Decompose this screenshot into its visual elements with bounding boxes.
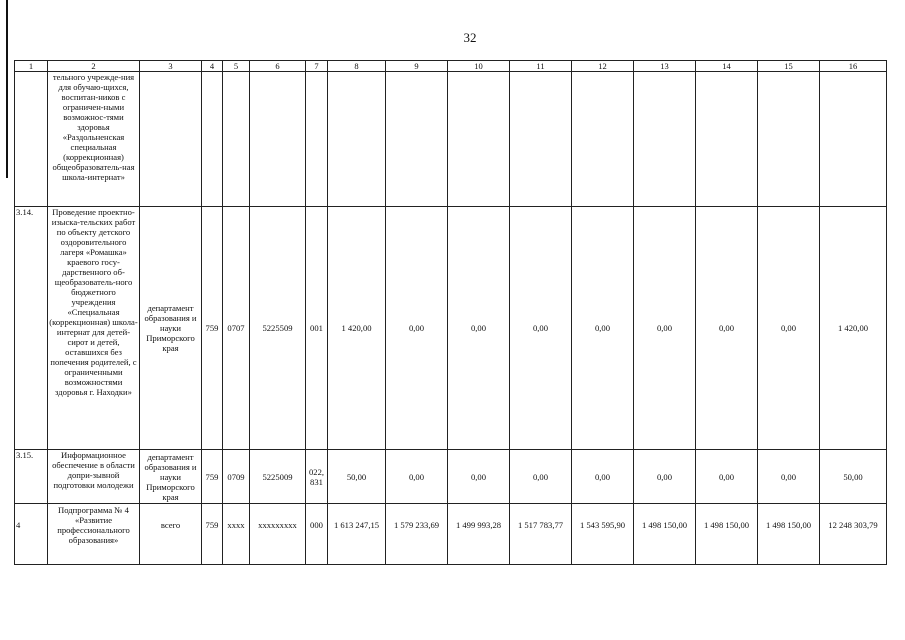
row-index: 3.14. [15, 207, 48, 450]
row-value: 0,00 [758, 450, 820, 504]
table-cell [510, 72, 572, 207]
row-value: 1 498 150,00 [758, 504, 820, 565]
row-value: 1 498 150,00 [634, 504, 696, 565]
col-header: 10 [448, 61, 510, 72]
row-csr: ххххххххх [250, 504, 306, 565]
table-cell [306, 72, 328, 207]
row-index: 3.15. [15, 450, 48, 504]
row-value: 1 579 233,69 [386, 504, 448, 565]
table-cell [15, 72, 48, 207]
table-cell [250, 72, 306, 207]
margin-bar [6, 0, 8, 178]
table-cell [696, 72, 758, 207]
row-grbs: 759 [202, 450, 223, 504]
row-value: 1 613 247,15 [328, 504, 386, 565]
row-vr: 001 [306, 207, 328, 450]
header-row [15, 61, 887, 72]
row-rzpr: хххх [223, 504, 250, 565]
table-cell [328, 72, 386, 207]
row-value: 0,00 [634, 207, 696, 450]
col-header: 4 [202, 61, 223, 72]
table-row [15, 207, 887, 450]
row-value: 0,00 [510, 450, 572, 504]
col-header: 3 [140, 61, 202, 72]
row-value: 0,00 [572, 450, 634, 504]
row-value: 1 498 150,00 [696, 504, 758, 565]
table-cell [140, 72, 202, 207]
table-cell [758, 72, 820, 207]
page-number: 32 [463, 30, 477, 45]
budget-table [14, 60, 887, 565]
row-csr: 5225009 [250, 450, 306, 504]
col-header: 9 [386, 61, 448, 72]
table-cell [386, 72, 448, 207]
row-rzpr: 0707 [223, 207, 250, 450]
row-index: 4 [15, 504, 48, 565]
col-header: 2 [48, 61, 140, 72]
table-cell [202, 72, 223, 207]
col-header: 16 [820, 61, 887, 72]
row-executor: департамент образования и науки Приморского края [140, 450, 202, 504]
row-value: 0,00 [510, 207, 572, 450]
table-cell [820, 72, 887, 207]
row-total: 50,00 [820, 450, 887, 504]
col-header: 11 [510, 61, 572, 72]
col-header: 1 [15, 61, 48, 72]
row-vr: 022, 831 [306, 450, 328, 504]
col-header: 5 [223, 61, 250, 72]
row-value: 0,00 [386, 450, 448, 504]
col-header: 13 [634, 61, 696, 72]
table-row [15, 72, 887, 207]
row-value: 0,00 [758, 207, 820, 450]
col-header: 6 [250, 61, 306, 72]
row-name: Проведение проектно-изыска-тельских работ по объекту детского оздоровительного лагеря «Ромашка» краевого госу-дарственного об-щеобразователь-ного бюджетного учреждения «Специальная (коррекционная) школа-интернат для детей-сирот и детей, оставшихся без попечения родителей, с ограниченными возможностями здоровья г. Находки» [48, 207, 140, 450]
col-header: 8 [328, 61, 386, 72]
row-grbs: 759 [202, 504, 223, 565]
table-cell [634, 72, 696, 207]
col-header: 7 [306, 61, 328, 72]
row-value: 50,00 [328, 450, 386, 504]
table-row [15, 450, 887, 504]
row-value: 0,00 [448, 207, 510, 450]
row-value: 0,00 [572, 207, 634, 450]
row-csr: 5225509 [250, 207, 306, 450]
row-executor: всего [140, 504, 202, 565]
row-value: 0,00 [696, 207, 758, 450]
row-value: 0,00 [696, 450, 758, 504]
table-row [15, 504, 887, 565]
row-rzpr: 0709 [223, 450, 250, 504]
col-header: 14 [696, 61, 758, 72]
row-total: 12 248 303,79 [820, 504, 887, 565]
row-value: 0,00 [448, 450, 510, 504]
row-value: 0,00 [386, 207, 448, 450]
table-cell [572, 72, 634, 207]
row-value: 1 543 595,90 [572, 504, 634, 565]
row-value: 1 499 993,28 [448, 504, 510, 565]
col-header: 15 [758, 61, 820, 72]
row-name: Информационное обеспечение в области допри-зывной подготовки молодежи [48, 450, 140, 504]
table-cell [223, 72, 250, 207]
row-vr: 000 [306, 504, 328, 565]
row-executor: департамент образования и науки Приморского края [140, 207, 202, 450]
row-name: Подпрограмма № 4 «Развитие профессионального образования» [48, 504, 140, 565]
row-value: 1 517 783,77 [510, 504, 572, 565]
col-header: 12 [572, 61, 634, 72]
row-grbs: 759 [202, 207, 223, 450]
row-value: 0,00 [634, 450, 696, 504]
table-cell [448, 72, 510, 207]
row-name: тельного учрежде-ния для обучаю-щихся, воспитан-ников с ограничен-ными возможнос-тями здоровья «Раздольненская специальная (коррекционная) общеобразователь-ная школа-интернат» [48, 72, 140, 207]
row-total: 1 420,00 [820, 207, 887, 450]
row-value: 1 420,00 [328, 207, 386, 450]
